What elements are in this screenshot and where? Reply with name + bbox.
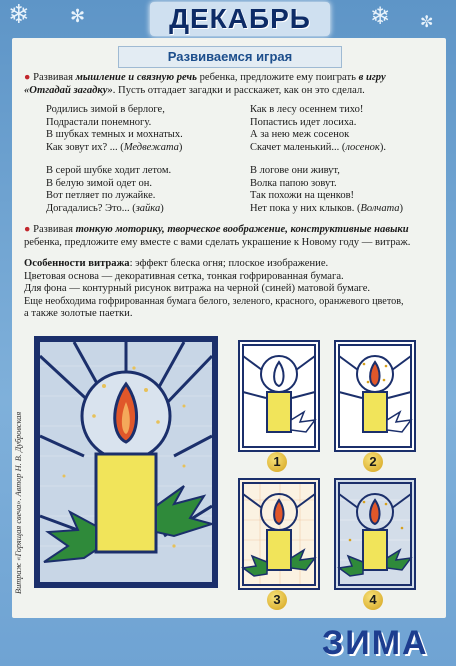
riddle-line: Скачет маленький... (лосенок).	[250, 141, 386, 153]
materials-line: Еще необходима гофрированная бумага белого, зеленого, красного, оранжевого цветов,	[24, 295, 404, 307]
riddle-line: В шубках темных и мохнатых.	[46, 129, 183, 141]
section-title: Развиваемся играя	[118, 46, 342, 68]
emphasis: в игру «Отгадай загадку»	[24, 72, 386, 96]
step-number: 4	[363, 590, 383, 610]
riddle-line: В белую зимой одет он.	[46, 177, 153, 189]
text: ребенка, предложите ему вместе с вами сделать украшение к Новому году — витраж.	[24, 236, 411, 248]
riddle-block	[250, 165, 403, 215]
step-panel-4	[334, 478, 416, 590]
riddle-answer: Медвежата	[123, 141, 179, 153]
riddle-line: Так похожи на щенков!	[250, 190, 355, 202]
riddle-line: Подрастали понемногу.	[46, 116, 152, 128]
step-panel-2	[334, 340, 416, 452]
snowflake-icon: ✻	[70, 6, 86, 27]
snowflake-icon: ✼	[420, 12, 434, 31]
materials-paragraph: Особенности витража: эффект блеска огня; плоское изображение. Цветовая основа — декоративная сетка, тонкая гофрированная бумага. Для фона — контурный рисунок витража на черной (синей) матовой бумаге. Еще необходима гофрированная бумага белого, зеленого, красного, оранжевого цветов, а также золотые паетки.	[24, 258, 444, 321]
emphasis: мышление и связную речь	[75, 72, 197, 83]
text: . Пусть отгадает загадки и расскажет, как он это сделал.	[112, 84, 365, 96]
step-panel-1	[238, 340, 320, 452]
text: Развивая	[33, 224, 76, 235]
riddle-line: Вот петляет по лужайке.	[46, 190, 156, 202]
riddle-block	[250, 104, 386, 154]
riddle-answer: лосенок	[345, 141, 380, 153]
riddle-answer: Волчата	[360, 202, 400, 214]
craft-paragraph	[24, 224, 434, 249]
riddle-line: Попастись идет лосиха.	[250, 116, 357, 128]
stained-glass-photo	[34, 336, 218, 588]
riddle-line: Как в лесу осеннем тихо!	[250, 104, 364, 115]
bullet-icon: ●	[24, 224, 31, 235]
riddle-block	[46, 104, 183, 154]
snowflake-icon: ❄	[8, 0, 30, 30]
intro-paragraph	[24, 72, 434, 97]
riddle-line: Догадались? Это... (зайка)	[46, 202, 164, 214]
materials-line: а также золотые паетки.	[24, 308, 133, 319]
step-panel-3	[238, 478, 320, 590]
riddle-block	[46, 165, 171, 215]
snowflake-icon: ❄	[370, 2, 391, 30]
riddle-answer: зайка	[135, 202, 161, 214]
riddle-line: Нет пока у них клыков. (Волчата)	[250, 202, 404, 214]
photo-caption: Витраж «Горящая свеча». Автор Н. В. Дубровская	[14, 411, 23, 594]
riddle-line: Родились зимой в берлоге,	[46, 104, 165, 115]
riddle-line: А за нею меж сосенок	[250, 129, 350, 141]
materials-line: Для фона — контурный рисунок витража на черной (синей) матовой бумаге.	[24, 283, 371, 294]
bullet-icon: ●	[24, 72, 31, 83]
step-number: 3	[267, 590, 287, 610]
riddle-line: В серой шубке ходит летом.	[46, 165, 172, 176]
materials-label: Особенности витража	[24, 258, 130, 269]
step-number: 2	[363, 452, 383, 472]
riddle-line: Как зовут их? ... (Медвежата)	[46, 141, 183, 153]
riddle-line: В логове они живут,	[250, 165, 340, 176]
header-banner	[150, 2, 330, 36]
materials-line: Цветовая основа — декоративная сетка, тонкая гофрированная бумага.	[24, 270, 344, 282]
riddle-line: Волка папою зовут.	[250, 177, 337, 189]
text: Развивая	[33, 72, 76, 83]
text: ребенка, предложите ему поиграть	[196, 72, 359, 83]
page-title: ДЕКАБРЬ	[169, 3, 311, 34]
season-footer: ЗИМА	[322, 624, 429, 662]
step-number: 1	[267, 452, 287, 472]
emphasis: тонкую моторику, творческое воображение, конструктивные навыки	[75, 224, 409, 235]
